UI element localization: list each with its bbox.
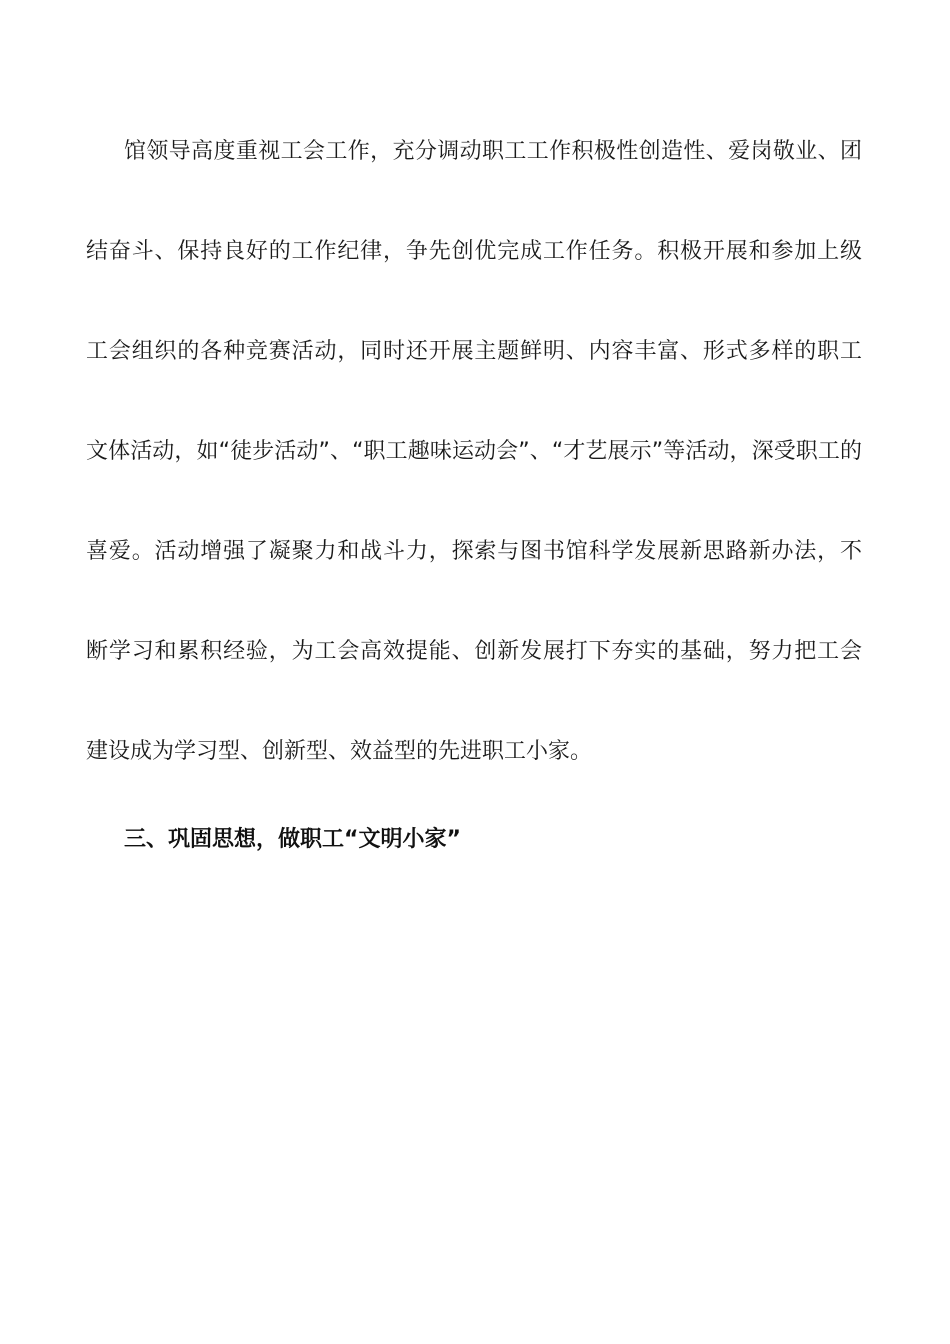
paragraph-line: 工会组织的各种竞赛活动，同时还开展主题鲜明、内容丰富、形式多样的职工 <box>86 339 862 364</box>
paragraph-line: 喜爱。活动增强了凝聚力和战斗力，探索与图书馆科学发展新思路新办法，不 <box>86 539 862 564</box>
section-heading: 三、巩固思想，做职工“文明小家” <box>124 827 461 852</box>
paragraph-line: 建设成为学习型、创新型、效益型的先进职工小家。 <box>86 739 593 764</box>
paragraph-line: 结奋斗、保持良好的工作纪律，争先创优完成工作任务。积极开展和参加上级 <box>86 239 862 264</box>
paragraph-line: 馆领导高度重视工会工作，充分调动职工工作积极性创造性、爱岗敬业、团 <box>124 139 862 164</box>
paragraph-line: 文体活动，如“徒步活动”、“职工趣味运动会”、“才艺展示”等活动，深受职工的 <box>86 439 862 464</box>
paragraph-line: 断学习和累积经验，为工会高效提能、创新发展打下夯实的基础，努力把工会 <box>86 639 862 664</box>
body-paragraph <box>86 124 862 824</box>
